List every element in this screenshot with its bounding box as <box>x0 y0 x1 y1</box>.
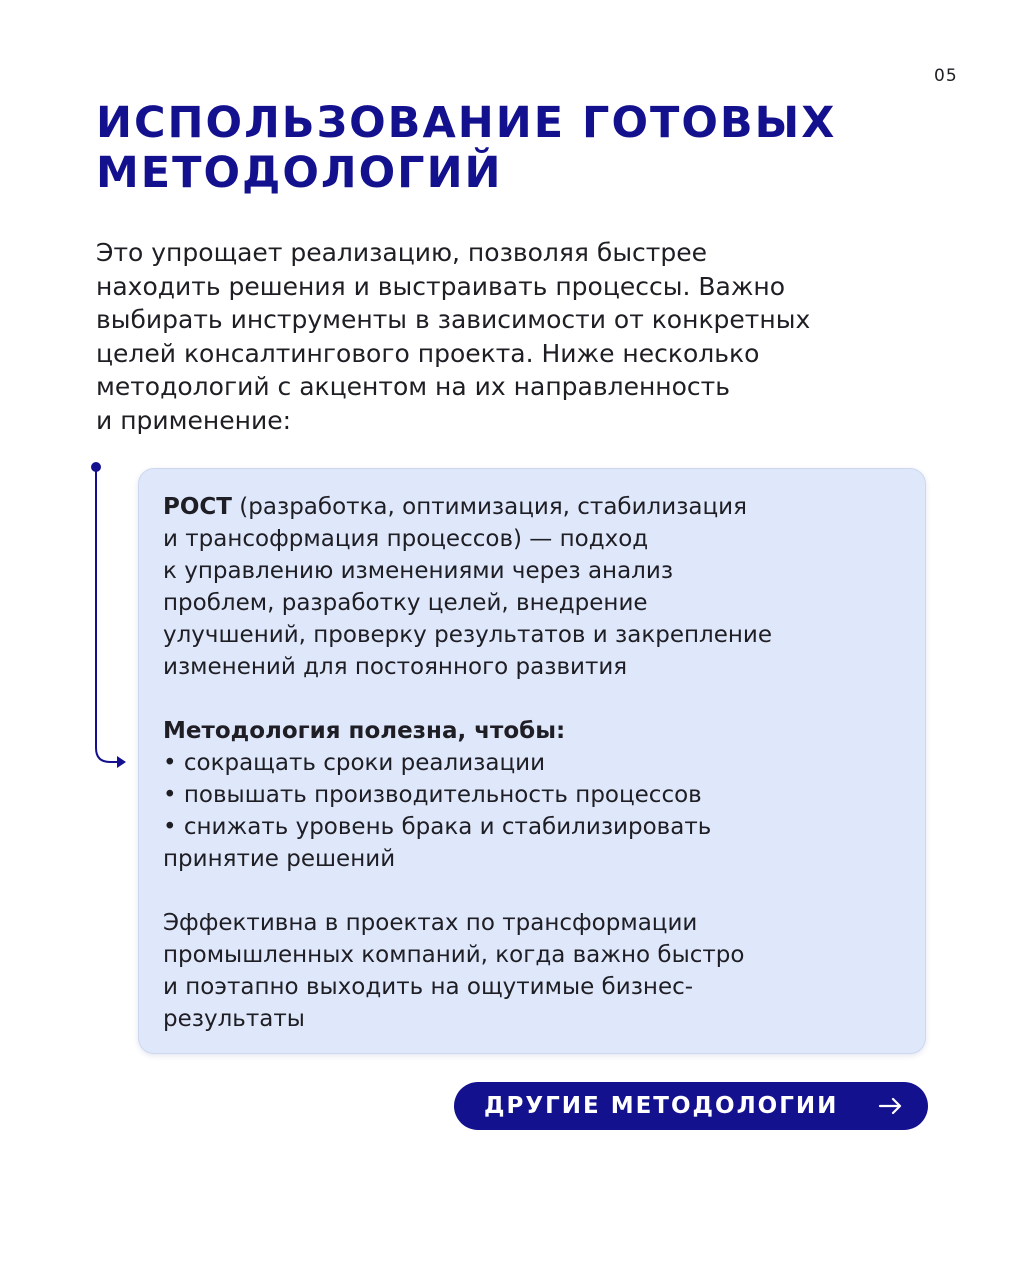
benefit-item: • снижать уровень брака и стабилизировать <box>163 814 712 840</box>
effectiveness-line: Эффективна в проектах по трансформации <box>163 910 698 936</box>
intro-paragraph <box>96 236 956 438</box>
connector-arrow-icon <box>86 460 136 772</box>
effectiveness-line: и поэтапно выходить на ощутимые бизнес- <box>163 974 694 1000</box>
arrow-right-icon <box>878 1096 904 1116</box>
other-methodologies-button[interactable] <box>454 1082 928 1130</box>
title-line: МЕТОДОЛОГИЙ <box>96 148 503 198</box>
intro-line: методологий с акцентом на их направленность <box>96 372 730 402</box>
intro-line: целей консалтингового проекта. Ниже несколько <box>96 338 760 368</box>
cta-label: ДРУГИЕ МЕТОДОЛОГИИ <box>484 1093 839 1119</box>
effectiveness-line: результаты <box>163 1006 305 1032</box>
intro-line: находить решения и выстраивать процессы. Важно <box>96 271 785 301</box>
definition-line: изменений для постоянного развития <box>163 654 628 680</box>
methodology-card <box>138 468 926 1054</box>
intro-line: выбирать инструменты в зависимости от конкретных <box>96 305 811 335</box>
benefits-heading: Методология полезна, чтобы: <box>163 718 566 744</box>
title-line: ИСПОЛЬЗОВАНИЕ ГОТОВЫХ <box>96 98 837 148</box>
card-content <box>163 491 913 1035</box>
definition-first-line <box>163 491 913 523</box>
definition-line: проблем, разработку целей, внедрение <box>163 590 648 616</box>
spacer <box>163 875 913 907</box>
page-number: 05 <box>934 66 958 86</box>
intro-line: Это упрощает реализацию, позволяя быстрее <box>96 238 707 267</box>
intro-line: и применение: <box>96 405 292 435</box>
benefit-item: принятие решений <box>163 846 396 872</box>
methodology-name: РОСТ <box>163 494 232 520</box>
page-title <box>96 98 976 198</box>
spacer <box>163 683 913 715</box>
definition-line: к управлению изменениями через анализ <box>163 558 674 584</box>
definition-line: и трансофрмация процессов) — подход <box>163 526 649 552</box>
effectiveness-line: промышленных компаний, когда важно быстро <box>163 942 745 968</box>
definition-text: (разработка, оптимизация, стабилизация <box>231 494 747 520</box>
definition-line: улучшений, проверку результатов и закрепление <box>163 622 773 648</box>
benefit-item: • сокращать сроки реализации <box>163 750 546 776</box>
benefit-item: • повышать производительность процессов <box>163 782 702 808</box>
